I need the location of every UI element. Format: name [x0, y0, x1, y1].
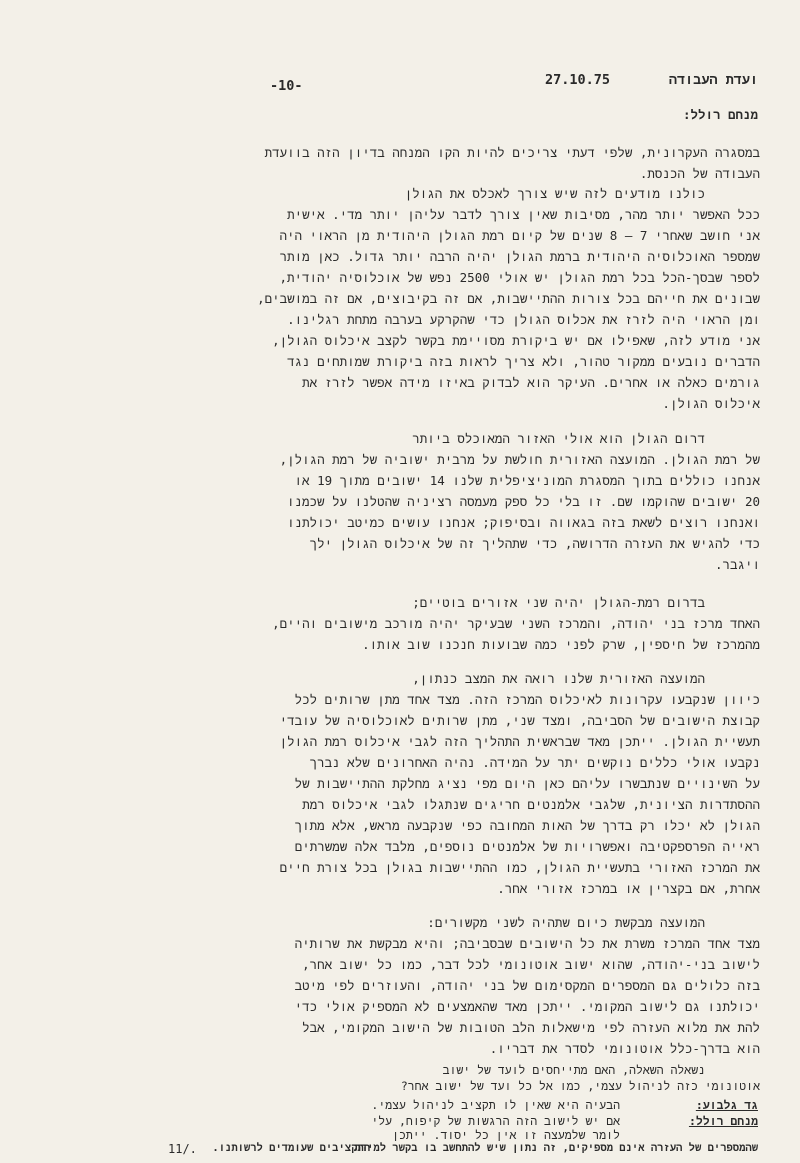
paragraph-line: גורמים כאלה או אחרים. העיקר הוא לבדוק באיזו מידה אפשר לזרז את	[302, 375, 760, 390]
paragraph-line: הוא בדרך-כלל אוטונומי לסדר את דבריו.	[489, 1041, 760, 1056]
paragraph-line: ראייה הפרספקטיבה ואפשרויות של אלמנטים נוספים, מלבד אלה שמשרתים	[294, 839, 760, 854]
paragraph-line: אני חושב שאחרי 7 – 8 שנים של קיום רמת הגולן היהודית מן הראוי היה	[279, 228, 760, 243]
paragraph-line: כולנו מודעים לזה שיש צורך לאכלס את הגולן	[404, 186, 705, 201]
paragraph-line: במסגרה העקרונית, שלפי דעתי צריכים להיות הקו המנחה בדיון הזה בוועדת	[264, 145, 760, 160]
paragraph-line: להת את מלוא העזרה לפי מישאלות הלב הטובות של הישוב המקומי, אבל	[302, 1020, 760, 1035]
paragraph-line: שבונים את חייהם בכל צורות ההתיישבות, אם זה בקיבוצים, אם זה במושבים,	[257, 291, 760, 306]
paragraph-line: מצד אחד המרכז משרת את כל הישובים שבסביבה; והיא מבקשת את שרותיה	[294, 936, 760, 951]
page-number: -10-	[270, 78, 303, 94]
paragraph-line: מהמרכז של חיספין, שרק לפני כמה שבועות חנכנו שוב אותו.	[362, 637, 760, 652]
paragraph-line: על השינויים שנתבשרו עליהם כאן היום מפי נציג מחלקת ההתיישבות של	[294, 776, 760, 791]
paragraph-line: 20 ישובים שהוקמו שם. זו בלי כל ספק מעמסה רציניה שהטלנו על שכמנו	[287, 494, 760, 509]
paragraph-line: כיוון שנקבעו עקרונות לאיכלוס המרכז הזה. מצד אחד מתן שרותים לכל	[294, 692, 760, 707]
paragraph-line: הדברים נובעים ממקור טהור, ולא צריך לראות בזה ביקורת שמותחים נגד	[287, 354, 760, 369]
paragraph-line: שמספר האוכלוסיה היהודית ברמת הגולן יהיה הרבה יותר גדול. כאן מותר	[279, 249, 760, 264]
paragraph-line: אוטונומי כזה לניהול עצמי, כמו אל כל ועד של ישוב אחר?	[400, 1079, 760, 1093]
paragraph-line: לישוב בני-יהודה, שהוא ישוב אוטונומי לכל דבר, כמו כל ישוב אחר,	[302, 957, 760, 972]
committee-title: ועדת העבודה	[668, 72, 758, 88]
paragraph-line: את המרכז האזורי בתעשיית הגולן, כמו ההתיישבות בגולן בכל צורת חיים	[279, 860, 760, 875]
paragraph-line: ויגבר.	[714, 557, 760, 572]
speaker-statement: לומר שלמעצה זו אין כל יסוד. ייתכן	[392, 1128, 620, 1142]
paragraph-line: יכולתנו גם לישוב המקומי. ייתכן מאד שהאמצעים לא המספיק אולי כדי	[294, 999, 760, 1014]
paragraph-line: כדי להגיש את העזרה הדרושה, כדי שתהליך זה של איכלוס הגולן ילך	[309, 536, 760, 551]
speaker-statement: אם יש לישוב הזה הרגשות של קיפוח, עלי	[371, 1114, 620, 1128]
paragraph-line: לספר שבסך-הכל בכל רמת הגולן יש אולי 2500 נפש של אוכלוסיה יהודית,	[279, 270, 760, 285]
paragraph-line: ככל האפשר יותר מהר, מסיבות שאין צורך לדבר עליהן יותר מדי. אישית	[287, 207, 760, 222]
speaker-statement: הבעיה היא שאין לו תקציב לניהול עצמי.	[371, 1098, 620, 1112]
paragraph-line: נקבעו אולי כללים נוקשים יתר על המידה. נהיה האחרונים שלא נברך	[309, 755, 760, 770]
paragraph-line: אני מודע לזה, שאפילו אם יש ביקורת מסויימת בקשר לקצב איכלוס הגולן,	[272, 333, 760, 348]
paragraph-line: ואנחנו רוצים לשאת בזה בגאווה ובסיפוק; אנחנו עושים כמיטב יכולתנו	[287, 515, 760, 530]
paragraph-line: אנחנו כוללים בתוך המסגרת המוניציפלית שלנו 14 ישובים מתוך 19 או	[294, 473, 760, 488]
paragraph-line: הגולן לא יכלו רק בדרך של האות המחובה כפי שנקבעה מראש, אלא מתוך	[294, 818, 760, 833]
paragraph-line: ההסתדרות הציונית, שלגבי אלמנטים חריגים שנתגלו לגבי איכלוס רמת	[302, 797, 760, 812]
paragraph-line: נשאלה השאלה, האם מתייחסים לועד של ישוב	[442, 1063, 705, 1077]
meeting-date: 27.10.75	[545, 72, 611, 88]
speaker-label: גד גלבוע:	[695, 1098, 758, 1112]
paragraph-line: המועצה מבקשת כיום שתהיה לשני מקשורים:	[427, 915, 705, 930]
paragraph-line: האחד מרכז בני יהודה, והמרכז השני שבעיקר יהיה מורכב מישובים והיים,	[272, 616, 760, 631]
speaker-label: מנחם רולל:	[682, 107, 758, 122]
paragraph-line: קבוצת הישובים של הסביבה, ומצד שני, מתן שרותים לאוכלוסיה של עובדי	[279, 713, 760, 728]
paragraph-line: המועצה האזורית שלנו רואה את המצב כנתון,	[412, 671, 705, 686]
paragraph-line: בזה כלולים גם המספרים המקסימום של בני יהודה, והעוזרים לפי מיטב	[294, 978, 760, 993]
paragraph-line: ומן הראוי היה לזרז את אכלוס הגולן כדי שהקרקע בערבה מתחת רגלינו.	[287, 312, 760, 327]
paragraph-line: העבודה של הכנסת.	[639, 166, 760, 181]
paragraph-line: איכלוס הגולן.	[662, 396, 760, 411]
paragraph-line: בדרום רמת-הגולן יהיה שני אזורים בוטיים;	[412, 595, 705, 610]
paragraph-line: תעשיית הגולן. ייתכן מאד שבראשית התהליך הזה לגבי איכלוס רמת הגולן	[279, 734, 760, 749]
speaker-label: מנחם רולל:	[688, 1114, 758, 1128]
paragraph-line: דרום הגולן הוא אולי האזור המאוכלס ביותר	[412, 431, 705, 446]
speaker-statement: שהמספרים של העזרה אינם מספיקים, זה נתון שיש להתחשב בו בקשר למידת	[354, 1142, 758, 1154]
paragraph-line: של רמת הגולן. המועצה האזורית חולשת על מרבית ישוביה של רמת הגולן,	[279, 452, 760, 467]
speaker-statement: התקציבים שעומדים לרשותנו.	[212, 1142, 370, 1154]
paragraph-line: אחרת, אם בקצרין או במרכז אזורי אחר.	[497, 881, 760, 896]
continuation-marker: 11/.	[168, 1142, 197, 1156]
